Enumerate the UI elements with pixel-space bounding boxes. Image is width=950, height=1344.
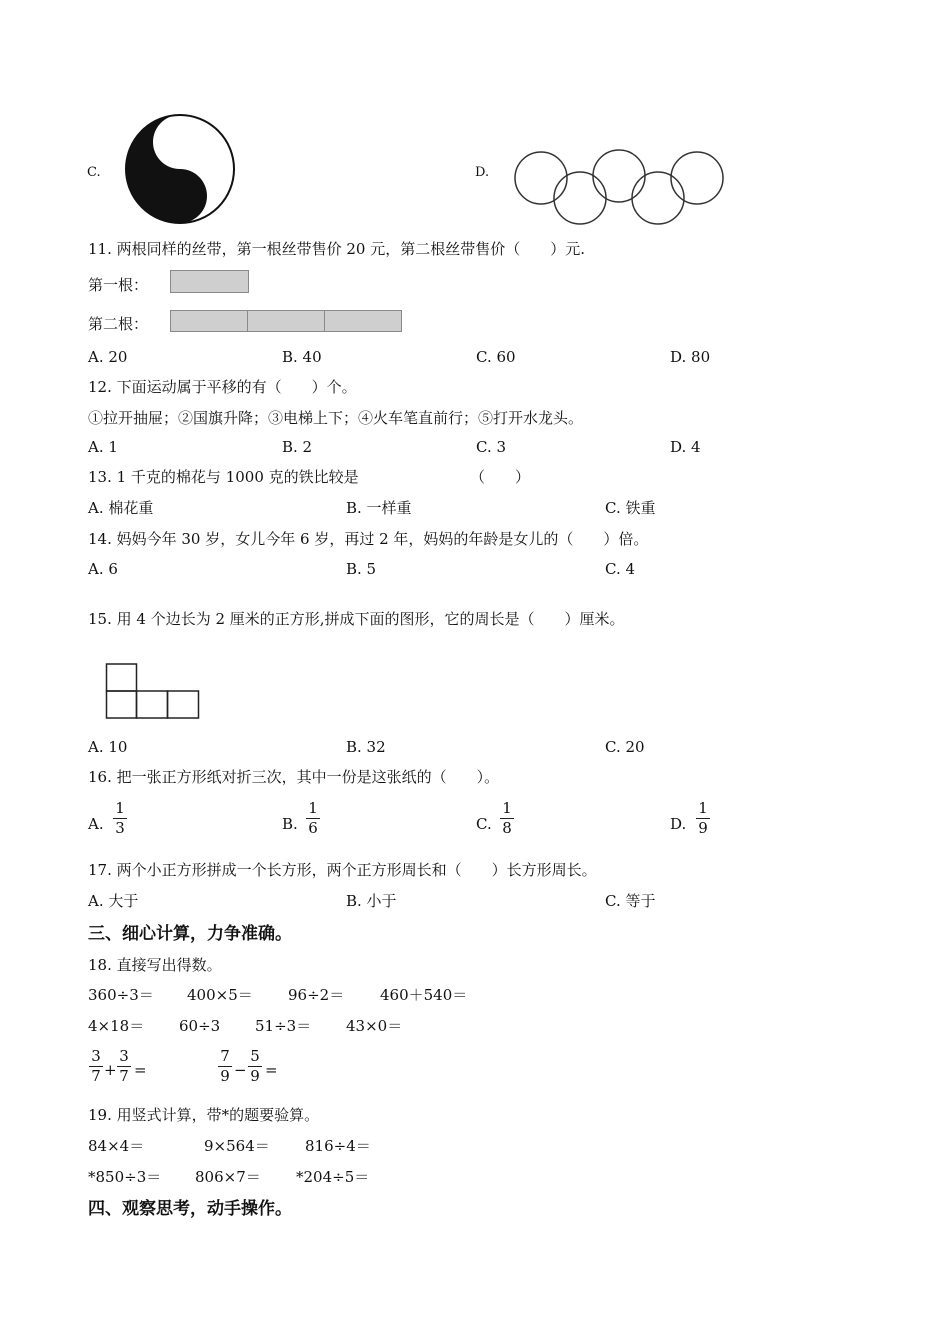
denominator: 9: [220, 1067, 230, 1085]
q18-r1-c4: 460＋540＝: [380, 986, 468, 1004]
q17-stem: 17. 两个小正方形拼成一个长方形，两个正方形周长和（ ）长方形周长。: [88, 861, 597, 879]
q16-stem: 16. 把一张正方形纸对折三次，其中一份是这张纸的（ ）。: [88, 768, 500, 786]
q18-r1-c3: 96÷2＝: [288, 986, 345, 1004]
ribbon-second-seg2: [247, 310, 325, 332]
q11-stem: 11. 两根同样的丝带，第一根丝带售价 20 元，第二根丝带售价（ ）元.: [88, 240, 586, 258]
q18-frac2-a: [218, 1048, 232, 1085]
q14-option-b: B. 5: [346, 560, 377, 578]
q16-option-a-label: A.: [88, 815, 104, 833]
q18-frac1-operator: +: [104, 1061, 117, 1079]
q18-frac2-equals: =: [265, 1061, 278, 1079]
section-four-title: 四、观察思考，动手操作。: [88, 1199, 292, 1219]
q15-option-a: A. 10: [88, 738, 128, 756]
q16-option-c-label: C.: [476, 815, 492, 833]
q15-stem: 15. 用 4 个边长为 2 厘米的正方形,拼成下面的图形，它的周长是（ ）厘米。: [88, 610, 625, 628]
q18-r1-c2: 400×5＝: [187, 986, 253, 1004]
q18-frac1-equals: =: [134, 1061, 147, 1079]
squares-figure: [105, 662, 201, 720]
q11-first-label: 第一根：: [88, 276, 149, 294]
q13-stem: 13. 1 千克的棉花与 1000 克的铁比较是: [88, 468, 359, 486]
olympic-rings-icon: [510, 148, 728, 228]
ribbon-second-seg1: [170, 310, 248, 332]
q18-r2-c1: 4×18＝: [88, 1017, 145, 1035]
q19-r1-c1: 84×4＝: [88, 1137, 145, 1155]
q17-option-c: C. 等于: [605, 892, 656, 910]
q19-r2-c1: *850÷3＝: [88, 1168, 162, 1186]
q18-stem: 18. 直接写出得数。: [88, 956, 222, 974]
q18-r2-c3: 51÷3＝: [255, 1017, 312, 1035]
denominator: 3: [115, 819, 125, 837]
denominator: 8: [502, 819, 512, 837]
q13-option-b: B. 一样重: [346, 499, 412, 517]
q19-r2-c2: 806×7＝: [195, 1168, 261, 1186]
q19-r2-c3: *204÷5＝: [296, 1168, 370, 1186]
numerator: 1: [502, 799, 512, 817]
numerator: 1: [308, 799, 318, 817]
section-three-title: 三、细心计算，力争准确。: [88, 924, 292, 944]
q12-option-a: A. 1: [88, 438, 118, 456]
numerator: 3: [119, 1047, 129, 1065]
q18-frac2-b: [248, 1048, 262, 1085]
q17-option-a: A. 大于: [88, 892, 139, 910]
q11-option-b: B. 40: [282, 348, 322, 366]
q19-r1-c3: 816÷4＝: [305, 1137, 371, 1155]
q18-frac1-b: [117, 1048, 131, 1085]
q12-option-c: C. 3: [476, 438, 507, 456]
q10-option-c-label: C.: [87, 165, 101, 180]
numerator: 1: [698, 799, 708, 817]
numerator: 5: [250, 1047, 260, 1065]
q18-r2-c2: 60÷3: [179, 1017, 221, 1035]
q11-second-label: 第二根：: [88, 315, 149, 333]
q14-option-a: A. 6: [88, 560, 118, 578]
q17-option-b: B. 小于: [346, 892, 397, 910]
denominator: 9: [698, 819, 708, 837]
q16-option-a-fraction: [113, 800, 127, 837]
denominator: 7: [119, 1067, 129, 1085]
q16-option-d-label: D.: [670, 815, 687, 833]
q15-option-c: C. 20: [605, 738, 645, 756]
q16-option-b-fraction: [306, 800, 320, 837]
q19-stem: 19. 用竖式计算，带*的题要验算。: [88, 1106, 320, 1124]
q12-stem: 12. 下面运动属于平移的有（ ）个。: [88, 378, 357, 396]
q14-stem: 14. 妈妈今年 30 岁，女儿今年 6 岁，再过 2 年，妈妈的年龄是女儿的（ ）倍。: [88, 530, 649, 548]
denominator: 7: [91, 1067, 101, 1085]
denominator: 6: [308, 819, 318, 837]
q18-r1-c1: 360÷3＝: [88, 986, 154, 1004]
q16-option-d-fraction: [696, 800, 710, 837]
q12-option-b: B. 2: [282, 438, 313, 456]
q18-frac1-a: [89, 1048, 103, 1085]
q16-option-b-label: B.: [282, 815, 298, 833]
q12-items: ①拉开抽屉；②国旗升降；③电梯上下；④火车笔直前行；⑤打开水龙头。: [88, 409, 584, 427]
q14-option-c: C. 4: [605, 560, 636, 578]
q16-option-c-fraction: [500, 800, 514, 837]
numerator: 3: [91, 1047, 101, 1065]
ribbon-second-seg3: [324, 310, 402, 332]
q10-option-d-label: D.: [475, 165, 490, 180]
q13-option-c: C. 铁重: [605, 499, 656, 517]
q15-option-b: B. 32: [346, 738, 386, 756]
q13-option-a: A. 棉花重: [88, 499, 154, 517]
q11-option-a: A. 20: [88, 348, 128, 366]
ribbon-first: [170, 270, 249, 293]
q19-r1-c2: 9×564＝: [204, 1137, 270, 1155]
q11-option-c: C. 60: [476, 348, 516, 366]
denominator: 9: [250, 1067, 260, 1085]
q18-frac2-operator: −: [234, 1061, 247, 1079]
q11-option-d: D. 80: [670, 348, 711, 366]
q13-blank: （ ）: [470, 468, 531, 486]
yin-yang-icon: [124, 113, 236, 225]
numerator: 7: [220, 1047, 230, 1065]
q18-r2-c4: 43×0＝: [346, 1017, 403, 1035]
q12-option-d: D. 4: [670, 438, 701, 456]
numerator: 1: [115, 799, 125, 817]
